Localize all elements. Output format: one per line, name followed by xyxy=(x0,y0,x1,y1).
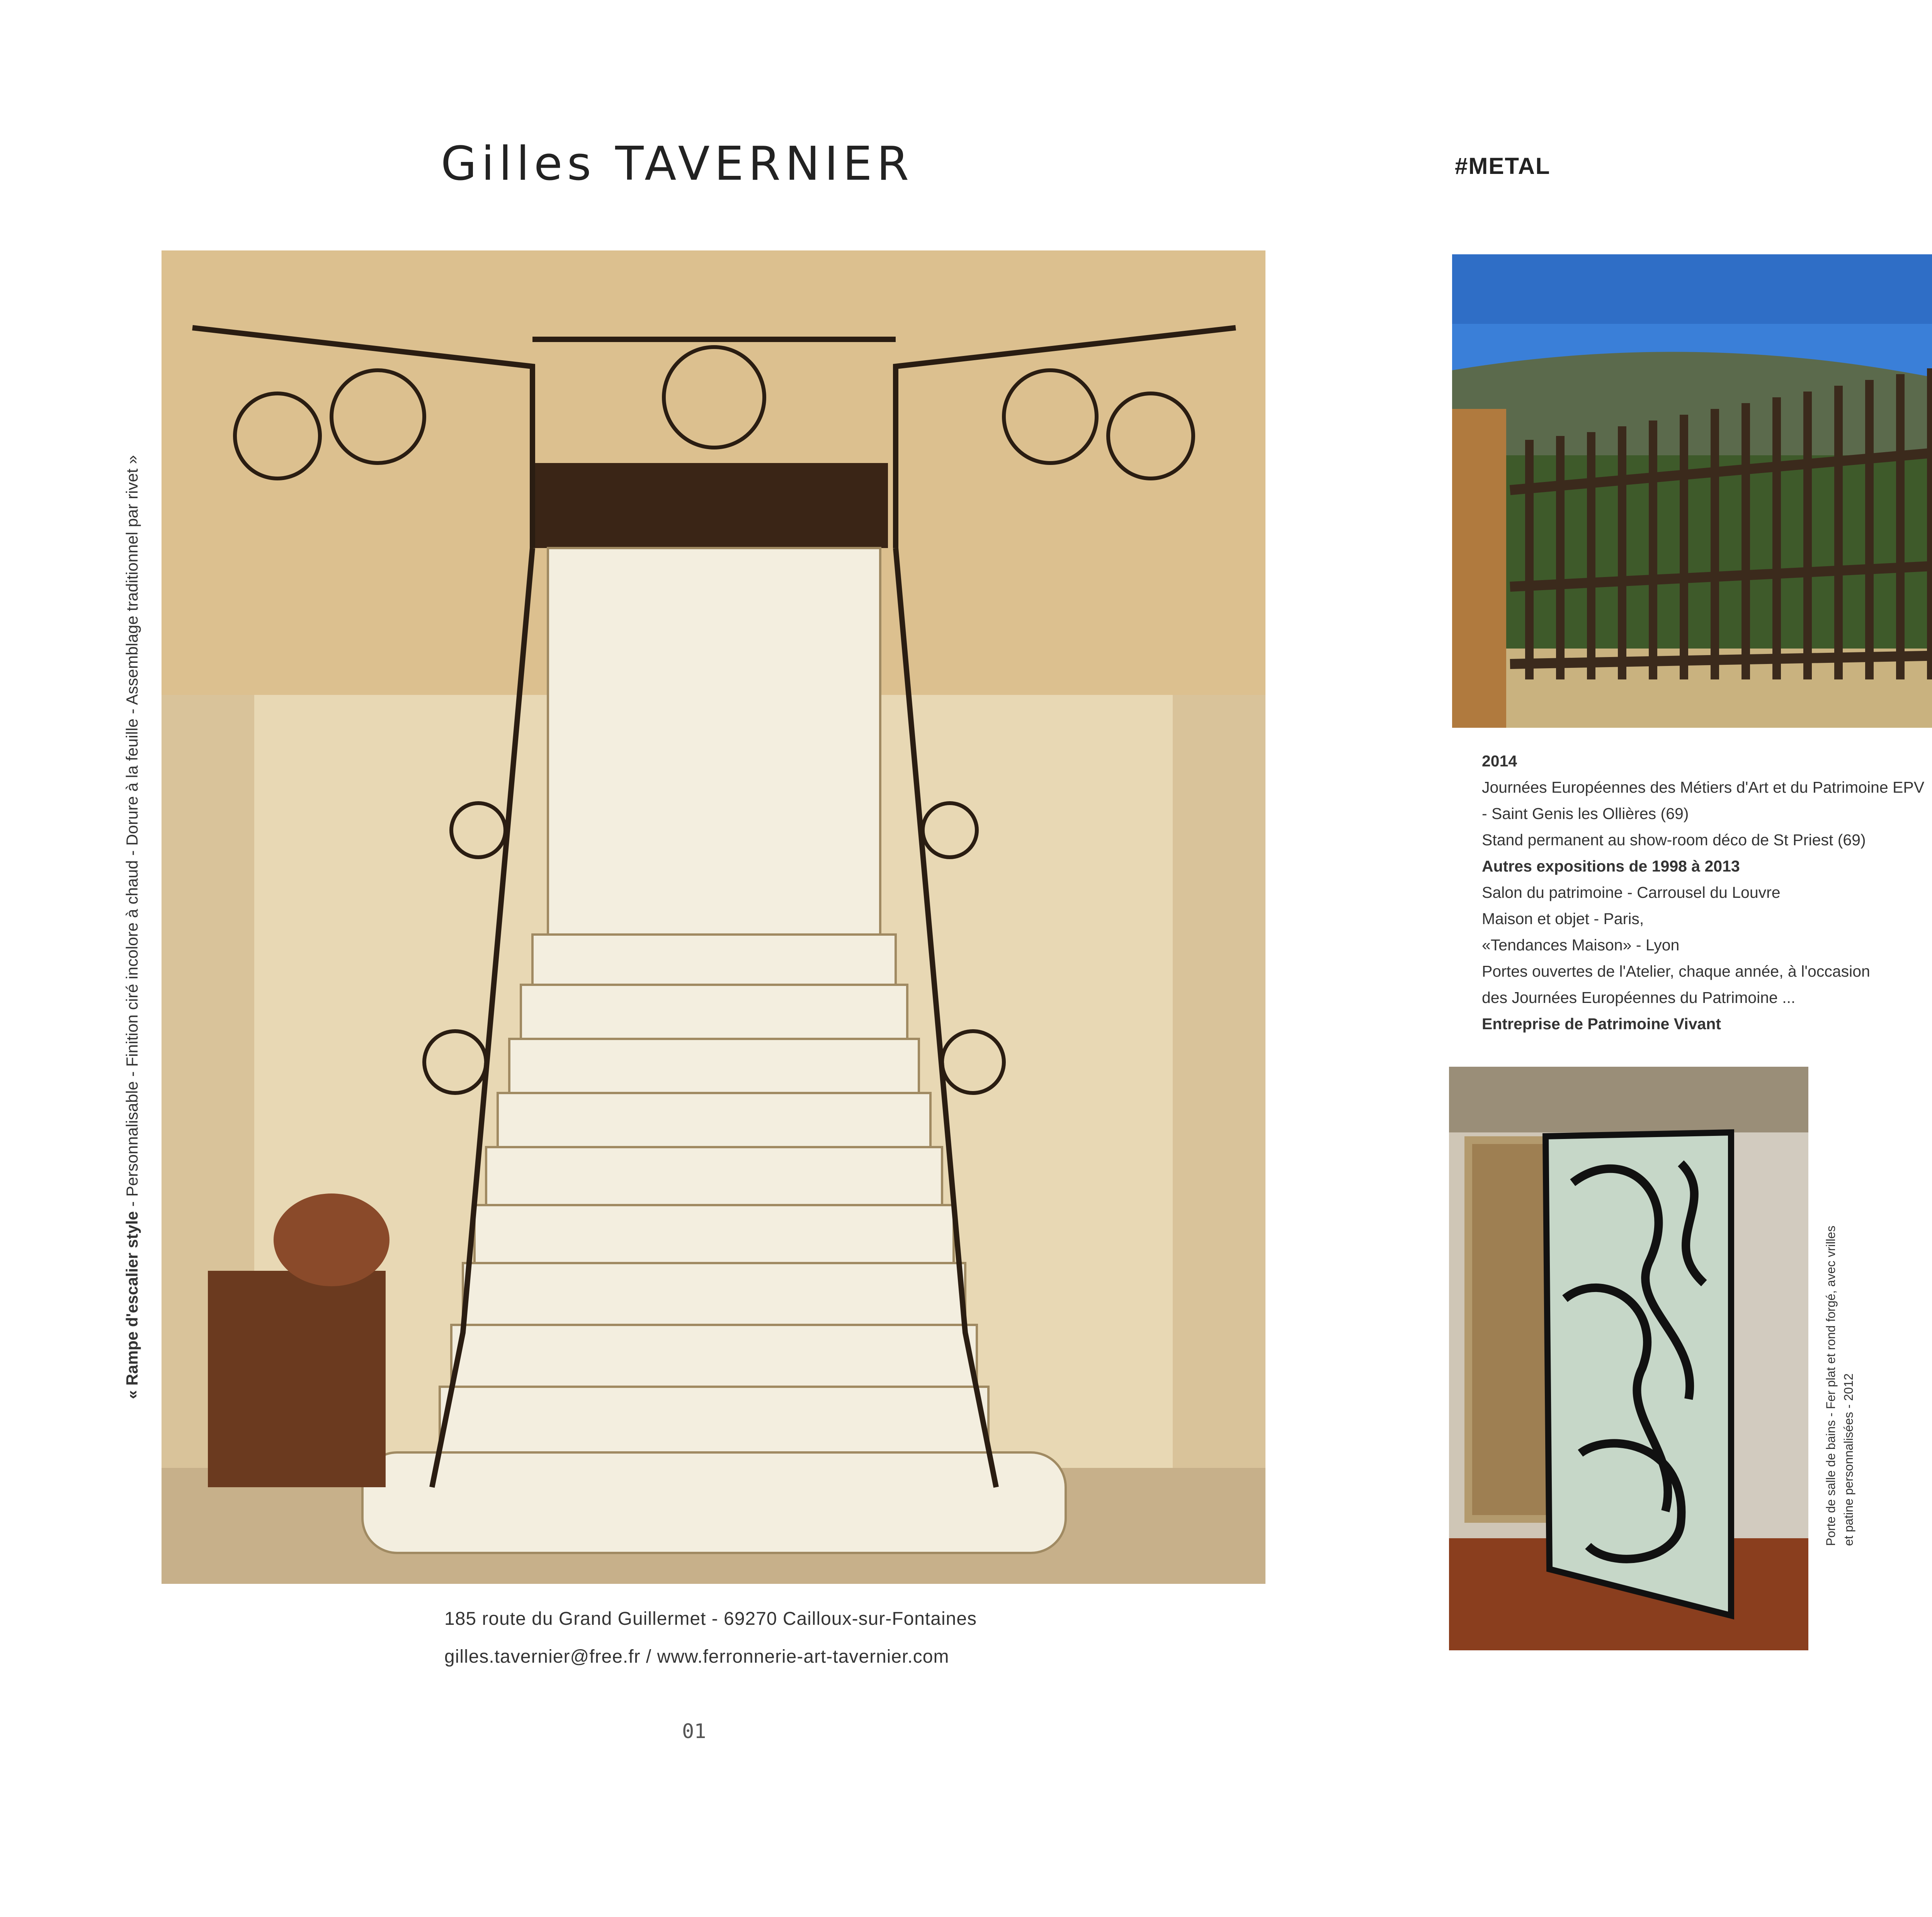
year-heading: 2014 xyxy=(1482,752,1517,770)
epv-label: Entreprise de Patrimoine Vivant xyxy=(1482,1015,1721,1033)
staircase-caption: « Rampe d'escalier style - Personnalisable - Finition ciré incolore à chaud - Dorure à la feuille - Assemblage traditionnel par rivet » xyxy=(123,455,141,1399)
gate-photo xyxy=(1452,254,1932,728)
door-photo xyxy=(1449,1067,1808,1650)
section-tag: #METAL xyxy=(1455,153,1551,179)
email-website: gilles.tavernier@free.fr / www.ferronnerie-art-tavernier.com xyxy=(444,1646,949,1667)
contact-block xyxy=(444,1600,1005,1676)
other-exhibitions-heading: Autres expositions de 1998 à 2013 xyxy=(1482,857,1740,875)
page-number: 01 xyxy=(682,1720,706,1743)
page-title: Gilles TAVERNIER xyxy=(440,137,914,191)
address: 185 route du Grand Guillermet - 69270 Cailloux-sur-Fontaines xyxy=(444,1609,977,1629)
right-page xyxy=(1354,0,1932,1917)
staircase-photo xyxy=(162,250,1265,1584)
door-caption: Porte de salle de bains - Fer plat et rond forgé, avec vrilles et patine personnalisées - 2012 xyxy=(1824,1226,1855,1546)
exhibitions-list: 2014 Journées Européennes des Métiers d'Art et du Patrimoine EPV - Saint Genis les Ollières (69) Stand permanent au show-room déco de St Priest (69) Autres expositions de 1998 à 2013 Salon du patrimoine - Carrousel du Louvre Maison et objet - Paris, «Tendances Maison» - Lyon Portes ouvertes de l'Atelier, chaque année, à l'occasion des Journées Européennes du Patrimoine ... Entreprise de Patrimoine Vivant xyxy=(1482,748,1932,1037)
